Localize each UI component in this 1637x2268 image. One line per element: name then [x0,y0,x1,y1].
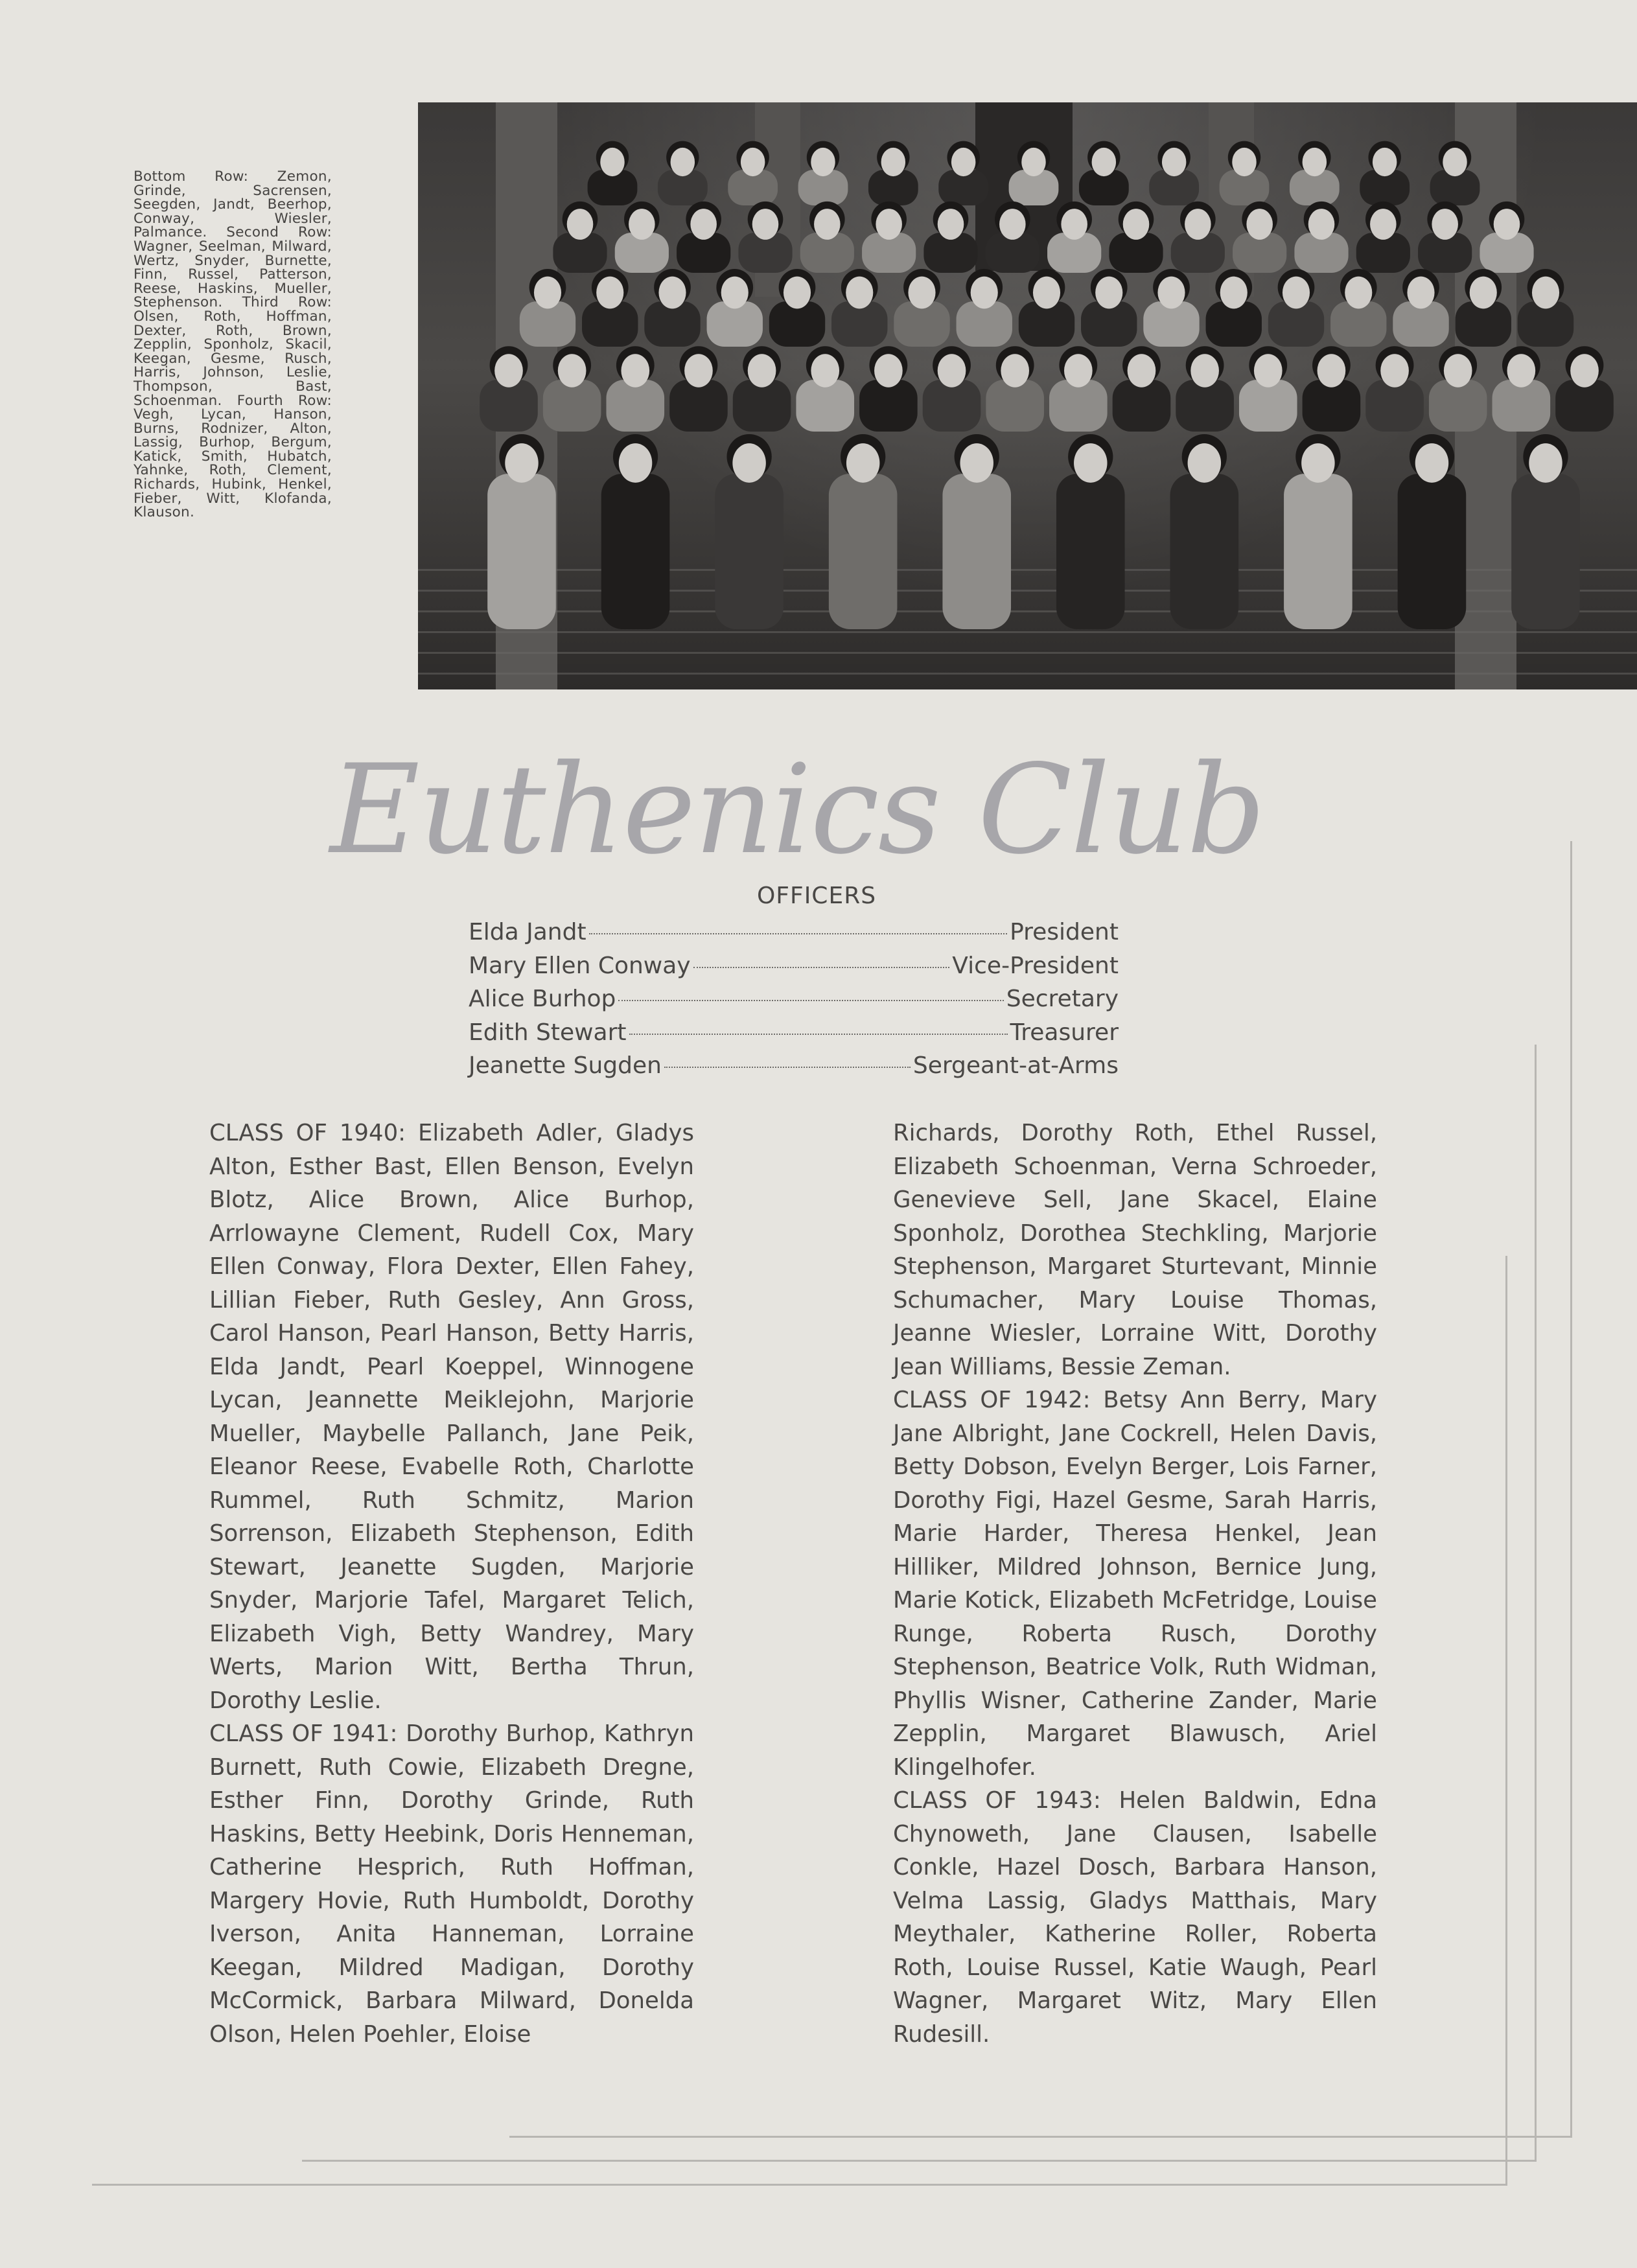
photo-figure-face [619,443,652,483]
photo-figure-body [1056,474,1125,629]
photo-figure-face [600,148,624,176]
photo-figure-face [1303,148,1327,176]
photo-figure-body [1429,380,1487,432]
photo-figure-face [1188,443,1221,483]
officer-name: Mary Ellen Conway [469,952,691,979]
officer-name: Elda Jandt [469,919,586,945]
officer-row [469,1019,1119,1053]
group-photo [418,102,1637,689]
photo-figure-body [1365,380,1424,432]
photo-figure-face [951,148,975,176]
photo-figure-face [1157,277,1185,309]
photo-figure-face [1532,277,1559,309]
officer-row [469,953,1119,986]
club-title-text: Euthenics Club [330,738,1264,881]
photo-figure-face [558,354,586,388]
photo-figure-body [1113,380,1171,432]
photo-figure-face [1373,148,1397,176]
photo-figure-face [1123,209,1150,240]
photo-figure-face [567,209,594,240]
photo-figure-body [1049,380,1108,432]
dot-leader [618,1000,1003,1001]
photo-figure-face [876,209,902,240]
photo-figure-body [1492,380,1551,432]
photo-figure-body [733,380,791,432]
photo-step [418,631,1637,633]
photo-figure-face [1444,354,1472,388]
photo-figure-body [543,380,601,432]
photo-figure-body [601,474,670,629]
photo-figure-face [732,443,765,483]
decorative-rule [509,2136,1572,2138]
photo-figure-face [938,209,964,240]
photo-figure-face [1308,209,1335,240]
photo-figure-face [1407,277,1434,309]
photo-figure-face [1001,354,1029,388]
photo-figure-body [1176,380,1234,432]
photo-figure-face [534,277,561,309]
photo-figure-face [814,209,841,240]
photo-figure-body [606,380,664,432]
photo-figure-face [671,148,695,176]
photo-figure-body [1239,380,1297,432]
decorative-rule [302,2160,1537,2162]
photo-figure-body [669,380,728,432]
officer-role: Treasurer [1010,1019,1119,1046]
photo-step [418,652,1637,654]
class-1941-continued-paragraph: Richards, Dorothy Roth, Ethel Russel, Elizabeth Schoenman, Verna Schroeder, Genevieve Sell, Jane Skacel, Elaine Sponholz, Dorothea Stechkling, Marjorie Stephenson, Margaret Sturtevant, Minnie Schumacher, Mary Louise Thomas, Jeanne Wiesler, Lorraine Witt, Dorothy Jean Williams, Bessie Zeman. [893,1120,1377,1380]
photo-caption: Bottom Row: Zemon, Grinde, Sacrensen, Seegden, Jandt, Beerhop, Conway, Wiesler, Palmance. Second Row: Wagner, Seelman, Milward, Wertz, Snyder, Burnette, Finn, Russel, Patterson, Reese, Haskins, Mueller, Stephenson. Third Row: Olsen, Roth, Hoffman, Dexter, Roth, Brown, Zepplin, Sponholz, Skacil, Keegan, Gesme, Rusch, Harris, Johnson, Leslie, Thompson, Bast, Schoenman. Fourth Row: Vegh, Lycan, Hanson, Burns, Rodnizer, Alton, Lassig, Burhop, Bergum, Katick, Smith, Hubatch, Yahnke, Roth, Clement, Richards, Hubink, Henkel, Fieber, Witt, Klofanda, Klauson. [134,168,332,521]
photo-figure-face [1415,443,1448,483]
photo-figure-face [505,443,538,483]
photo-figure-face [1246,209,1273,240]
photo-step [418,673,1637,675]
dot-leader [629,1034,1008,1035]
photo-figure-face [1064,354,1093,388]
photo-figure-face [1318,354,1346,388]
photo-figure-face [621,354,649,388]
photo-figure-face [1061,209,1087,240]
photo-figure-face [1443,148,1467,176]
photo-figure-face [1301,443,1334,483]
photo-figure-face [1092,148,1116,176]
club-title [330,706,1264,894]
photo-figure-face [999,209,1026,240]
photo-figure-body [715,474,784,629]
photo-figure-face [908,277,935,309]
photo-figure-body [942,474,1011,629]
members-column-left [209,1117,694,2051]
photo-figure-face [741,148,765,176]
photo-figure-body [1555,380,1614,432]
photo-figure-face [1380,354,1409,388]
decorative-rule [1535,1045,1537,2160]
members-column-right [893,1117,1377,2051]
photo-figure-body [796,380,854,432]
officer-name: Jeanette Sugden [469,1052,662,1079]
photo-figure-face [1185,209,1211,240]
officer-role: Vice-President [952,952,1119,979]
photo-figure-face [1254,354,1283,388]
class-1943-paragraph: CLASS OF 1943: Helen Baldwin, Edna Chynoweth, Jane Clausen, Isabelle Conkle, Hazel Dosch, Barbara Hanson, Velma Lassig, Gladys Matthais, Mary Meythaler, Katherine Roller, Roberta Roth, Louise Russel, Katie Waugh, Pearl Wagner, Margaret Witz, Mary Ellen Rudesill. [893,1787,1377,2048]
photo-figure-face [1570,354,1599,388]
decorative-rule [1570,841,1572,2136]
photo-figure-body [859,380,918,432]
dot-leader [693,967,950,968]
photo-figure-body [1170,474,1239,629]
photo-figure-face [658,277,686,309]
photo-figure-face [874,354,903,388]
photo-figure-body [480,380,538,432]
photo-figure-body [1511,474,1580,629]
officer-row [469,1052,1119,1086]
class-1942-paragraph: CLASS OF 1942: Betsy Ann Berry, Mary Jane Albright, Jane Cockrell, Helen Davis, Betty Dobson, Evelyn Berger, Lois Farner, Dorothy Figi, Hazel Gesme, Sarah Harris, Marie Harder, Theresa Henkel, Jean Hilliker, Mildred Johnson, Bernice Jung, Marie Kotick, Elizabeth McFetridge, Louise Runge, Roberta Rusch, Dorothy Stephenson, Beatrice Volk, Ruth Widman, Phyllis Wisner, Catherine Zander, Marie Zepplin, Margaret Blawusch, Ariel Klingelhofer. [893,1387,1377,1781]
photo-figure-body [923,380,981,432]
photo-figure-face [1494,209,1520,240]
photo-figure-face [811,354,839,388]
photo-figure-face [1529,443,1562,483]
photo-figure-face [938,354,966,388]
photo-figure-face [1370,209,1397,240]
photo-figure-face [1190,354,1219,388]
photo-figure-face [748,354,776,388]
photo-figure-body [829,474,898,629]
photo-figure-body [1398,474,1467,629]
dot-leader [589,933,1007,934]
photo-figure-face [596,277,623,309]
photo-figure-face [629,209,655,240]
decorative-rule [92,2184,1507,2186]
photo-figure-face [494,354,523,388]
photo-figure-body [1303,380,1361,432]
officer-name: Edith Stewart [469,1019,627,1046]
dot-leader [664,1067,911,1068]
photo-figure-face [721,277,749,309]
decorative-rule [1505,1256,1507,2184]
class-1940-paragraph: CLASS OF 1940: Elizabeth Adler, Gladys Alton, Esther Bast, Ellen Benson, Evelyn Blotz, Alice Brown, Alice Burhop, Arrlowayne Clement, Rudell Cox, Mary Ellen Conway, Flora Dexter, Ellen Fahey, Lillian Fieber, Ruth Gesley, Ann Gross, Carol Hanson, Pearl Hanson, Betty Harris, Elda Jandt, Pearl Koeppel, Winnogene Lycan, Jeannette Meiklejohn, Marjorie Mueller, Maybelle Pallanch, Jane Peik, Eleanor Reese, Evabelle Roth, Charlotte Rummel, Ruth Schmitz, Marion Sorrenson, Elizabeth Stephenson, Edith Stewart, Jeanette Sugden, Marjorie Snyder, Marjorie Tafel, Margaret Telich, Elizabeth Vigh, Betty Wandrey, Mary Werts, Marion Witt, Bertha Thrun, Dorothy Leslie. [209,1120,694,1714]
class-1941-paragraph: CLASS OF 1941: Dorothy Burhop, Kathryn Burnett, Ruth Cowie, Elizabeth Dregne, Esther Finn, Dorothy Grinde, Ruth Haskins, Betty Heebink, Doris Henneman, Catherine Hesprich, Ruth Hoffman, Margery Hovie, Ruth Humboldt, Dorothy Iverson, Anita Hanneman, Lorraine Keegan, Mildred Madigan, Dorothy McCormick, Barbara Milward, Donelda Olson, Helen Poehler, Eloise [209,1720,694,2048]
officer-name: Alice Burhop [469,986,616,1012]
photo-figure-face [1021,148,1045,176]
photo-figure-face [1162,148,1186,176]
photo-figure-body [986,380,1044,432]
photo-figure-face [971,277,998,309]
photo-figure-face [1345,277,1372,309]
photo-figure-face [1033,277,1060,309]
photo-figure-face [1232,148,1256,176]
photo-figure-face [1128,354,1156,388]
officer-role: President [1010,919,1119,945]
officer-role: Secretary [1006,986,1119,1012]
photo-figure-face [690,209,717,240]
photo-figure-face [846,443,879,483]
photo-figure-body [1284,474,1353,629]
photo-figure-face [846,277,873,309]
photo-figure-face [752,209,779,240]
photo-figure-face [881,148,905,176]
photo-figure-face [684,354,713,388]
officers-heading: OFFICERS [756,883,877,909]
photo-figure-face [784,277,811,309]
photo-figure-face [1095,277,1122,309]
photo-figure-face [1507,354,1536,388]
photo-figure-face [1220,277,1248,309]
photo-figure-face [1470,277,1497,309]
photo-figure-face [811,148,835,176]
officer-row [469,919,1119,953]
photo-figure-face [1074,443,1107,483]
photo-figure-body [487,474,556,629]
officer-role: Sergeant-at-Arms [912,1052,1119,1079]
photo-figure-face [1283,277,1310,309]
officer-row [469,986,1119,1019]
photo-figure-face [1432,209,1458,240]
photo-figure-face [960,443,993,483]
officers-list [469,919,1119,1086]
